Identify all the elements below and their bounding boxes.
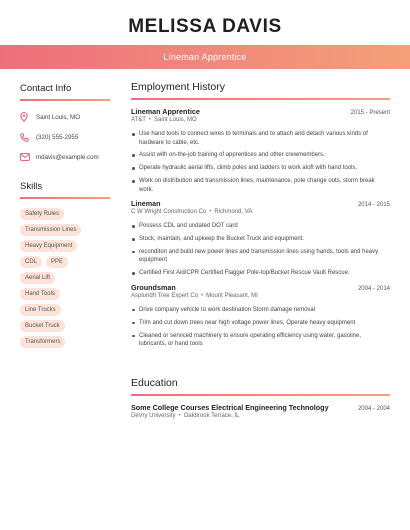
contact-row-phone [20,127,110,147]
role-title: Lineman Apprentice [163,52,247,62]
contact-row-email [20,147,110,167]
education-rule [131,394,390,396]
job-bullet: Cleaned or serviced machinery to ensure operating efficiency using water, gasoline, lubricants, or hand tools [131,332,390,349]
separator-dot: • [178,413,181,419]
job-entry [131,107,390,194]
phone-icon [20,131,34,143]
contact-phone-text: (320) 555-2955 [36,133,79,141]
separator-dot: • [201,292,204,299]
job-location: Mount Pleasant, MI [206,292,258,299]
education-dates: 2004 - 2004 [357,406,390,412]
job-bullets [131,222,390,278]
job-entry [131,283,390,349]
job-header [131,199,390,208]
contact-rule [20,99,110,101]
job-company: C W Wright Construction Co [131,209,207,216]
education-degree: Some College Courses Electrical Engineering Technology [131,403,329,412]
skill-chip: PPE [46,256,68,268]
skills-row [20,268,110,284]
job-company-line [131,209,390,215]
skills-row [20,300,110,316]
contact-email-text: mdavis@example.com [36,153,99,161]
education-header [131,403,390,412]
contact-row-location [20,107,110,127]
job-bullets [131,306,390,349]
education-school-line [131,413,390,419]
job-company-line [131,293,390,299]
employment-rule [131,98,390,100]
job-title: Lineman [131,199,161,209]
job-bullet: Trim and cut down trees near high voltage power lines, Operate heavy equipment [131,319,390,328]
skills-row [20,220,110,236]
education-school: DeVry University [131,413,176,419]
job-bullets [131,130,390,194]
skills-row [20,236,110,252]
skills-row [20,332,110,348]
job-bullet: Work on distribution and transmission lines, maintenance, pole change outs, storm break work. [131,177,390,194]
education-entry [131,403,390,419]
mail-icon [20,151,34,163]
job-header [131,283,390,292]
skill-chip: Safety Rules [20,208,64,220]
skill-chip: Hand Tools [20,288,60,300]
skills-rule [20,197,110,199]
job-company: AT&T [131,117,146,123]
skill-chip: Heavy Equipment [20,240,77,252]
education-location: Oakbrook Terrace, IL [183,413,240,419]
location-pin-icon [20,111,34,123]
skills-row [20,252,110,268]
job-title: Lineman Apprentice [131,107,200,116]
education-section-title: Education [131,377,178,389]
role-banner [0,45,410,69]
job-bullet: Operate hydraulic aerial lifts, climb poles and ladders to work aloft with hand tools. [131,164,390,173]
job-dates: 2015 - Present [350,110,390,116]
contact-location-text: Saint Louis, MO [36,113,81,121]
skill-chip: Line Trucks [20,304,61,316]
job-bullet: Drive company vehicle to work destination Storm damage removal [131,306,390,315]
job-location: Richmond, VA [214,209,253,216]
skill-chip: Bucket Truck [20,320,65,332]
job-dates: 2014 - 2015 [357,202,390,209]
job-bullet: reconditon and build new power lines and transmission lines using hands, tools and heavy equipment [131,248,390,265]
skill-chip: Aerial Lift [20,272,55,284]
employment-section [131,81,390,353]
skills-section-title: Skills [20,181,43,192]
employment-section-title: Employment History [131,81,225,93]
job-header [131,107,390,116]
job-dates: 2004 - 2014 [357,285,390,292]
skill-chip: Transmission Lines [20,224,81,236]
separator-dot: • [209,209,212,216]
left-column [20,83,110,348]
job-bullet: Use hand tools to connect wires to terminals and to attach and detach various kinds of hardware to cable, etc. [131,130,390,147]
job-title: Groundsman [131,282,176,292]
job-bullet: Stock, maintain, and upkeep the Bucket Truck and equipment. [131,235,390,244]
skills-list [20,204,110,348]
job-entry [131,199,390,278]
job-bullet: Certified First Aid/CPR Certified Flagger Pole-top/Bucket Rescue Vault Rescue. [131,269,390,278]
resume-name: MELISSA DAVIS [128,16,282,37]
skill-chip: Transformers [20,336,65,348]
skill-chip: CDL [20,256,42,268]
job-bullet: Possess CDL and undated DOT card [131,222,390,231]
job-location: Saint Louis, MO [154,117,197,123]
job-company-line [131,117,390,123]
job-company: Asplundh Tree Expert Co [131,292,199,299]
education-section [131,377,390,419]
skills-row [20,316,110,332]
job-bullet: Assist with on-the-job training of apprentices and other crewmembers. [131,151,390,160]
contact-section-title: Contact Info [20,83,72,94]
skills-row [20,284,110,300]
skills-row [20,204,110,220]
separator-dot: • [148,117,151,123]
